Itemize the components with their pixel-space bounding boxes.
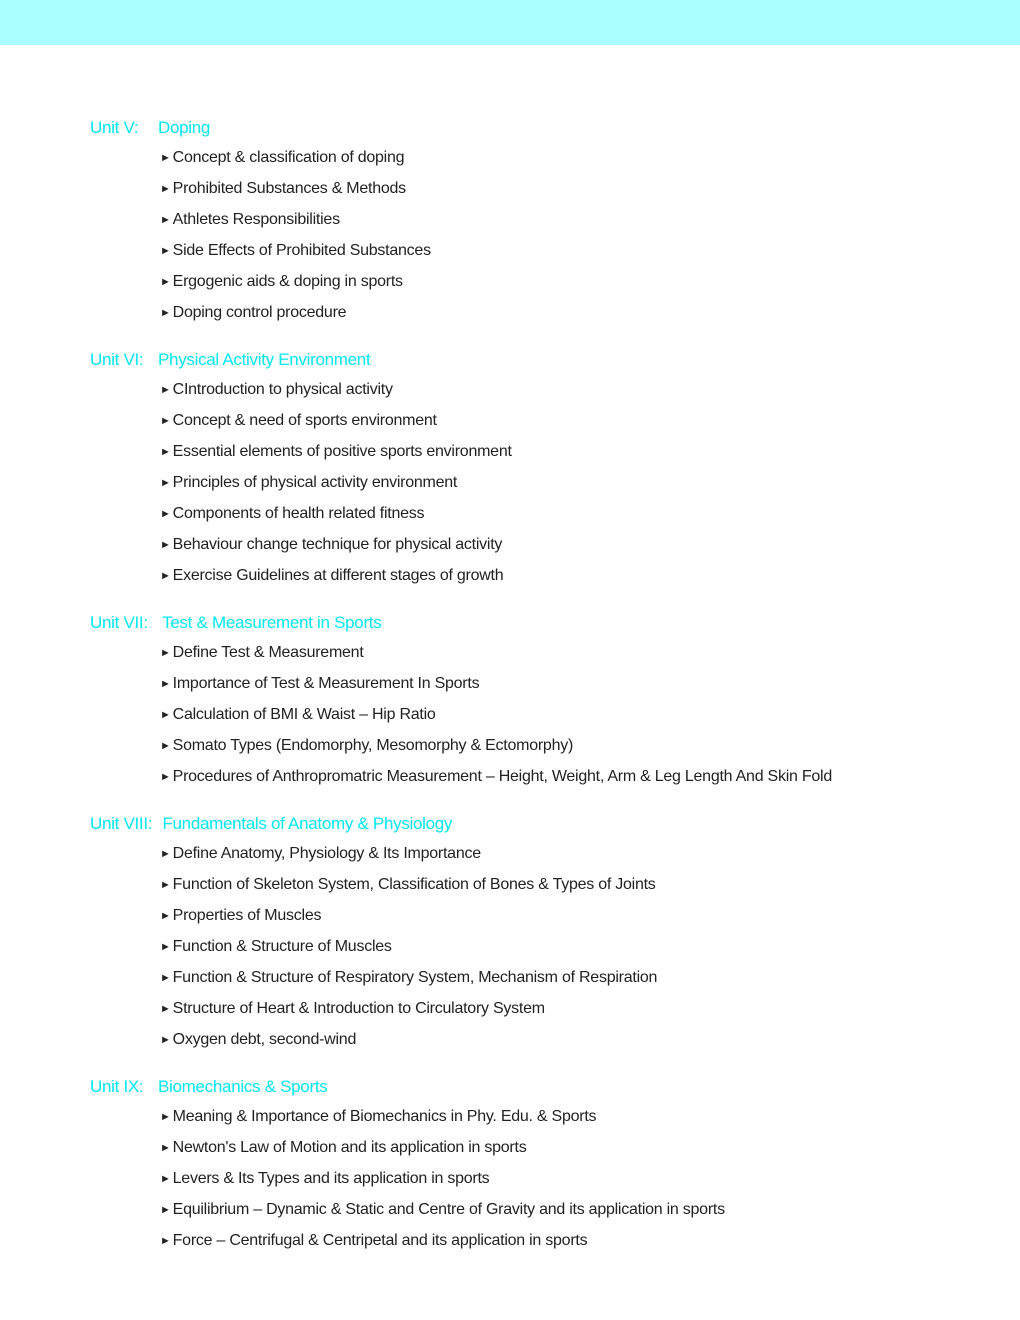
- list-item: [160, 962, 990, 993]
- unit-label: Unit VI:: [90, 350, 144, 369]
- list-item: [160, 838, 990, 869]
- list-item-text: Prohibited Substances & Methods: [172, 180, 406, 197]
- list-item: [160, 668, 990, 699]
- bullet-triangle-icon: ►: [160, 647, 171, 659]
- bullet-triangle-icon: ►: [160, 152, 171, 164]
- bullet-triangle-icon: ►: [160, 848, 171, 860]
- unit-section: [90, 113, 990, 328]
- bullet-triangle-icon: ►: [160, 508, 171, 520]
- list-item-text: Concept & classification of doping: [172, 149, 405, 166]
- bullet-triangle-icon: ►: [160, 214, 171, 226]
- bullet-triangle-icon: ►: [160, 1111, 171, 1123]
- unit-section: [90, 809, 990, 1055]
- list-item-text: Oxygen debt, second-wind: [172, 1031, 357, 1048]
- list-item: [160, 637, 990, 668]
- list-item: [160, 204, 990, 235]
- bullet-triangle-icon: ►: [160, 1204, 171, 1216]
- unit-title: Physical Activity Environment: [158, 350, 371, 369]
- bullet-triangle-icon: ►: [160, 384, 171, 396]
- list-item: [160, 1024, 990, 1055]
- list-item-text: Concept & need of sports environment: [172, 412, 437, 429]
- unit-heading: [90, 345, 990, 374]
- list-item-text: Structure of Heart & Introduction to Circulatory System: [172, 1000, 545, 1017]
- list-item-text: Doping control procedure: [172, 304, 347, 321]
- bullet-triangle-icon: ►: [160, 446, 171, 458]
- list-item-text: Properties of Muscles: [172, 907, 322, 924]
- unit-section: [90, 608, 990, 792]
- list-item-text: Equilibrium – Dynamic & Static and Centre of Gravity and its application in sports: [172, 1201, 725, 1218]
- list-item-text: Procedures of Anthropromatric Measurement – Height, Weight, Arm & Leg Length And Skin Fold: [172, 768, 832, 785]
- list-item: [160, 993, 990, 1024]
- unit-section: [90, 1072, 990, 1256]
- list-item-text: Define Test & Measurement: [172, 644, 364, 661]
- bullet-triangle-icon: ►: [160, 183, 171, 195]
- list-item: [160, 297, 990, 328]
- list-item-text: Levers & Its Types and its application in sports: [172, 1170, 490, 1187]
- bullet-triangle-icon: ►: [160, 771, 171, 783]
- unit-label: Unit VIII:: [90, 814, 153, 833]
- list-item: [160, 498, 990, 529]
- list-item: [160, 560, 990, 591]
- list-item-text: Importance of Test & Measurement In Sports: [172, 675, 480, 692]
- list-item: [160, 1163, 990, 1194]
- list-item-text: Behaviour change technique for physical activity: [172, 536, 503, 553]
- list-item: [160, 869, 990, 900]
- list-item-text: Side Effects of Prohibited Substances: [172, 242, 431, 259]
- list-item-text: Calculation of BMI & Waist – Hip Ratio: [172, 706, 436, 723]
- list-item: [160, 142, 990, 173]
- list-item: [160, 900, 990, 931]
- list-item-text: Function & Structure of Muscles: [172, 938, 392, 955]
- list-item-text: CIntroduction to physical activity: [172, 381, 393, 398]
- list-item: [160, 235, 990, 266]
- list-item-text: Somato Types (Endomorphy, Mesomorphy & Ectomorphy): [172, 737, 574, 754]
- bullet-triangle-icon: ►: [160, 709, 171, 721]
- unit-title: Biomechanics & Sports: [158, 1077, 328, 1096]
- bullet-triangle-icon: ►: [160, 910, 171, 922]
- list-item: [160, 699, 990, 730]
- list-item-text: Ergogenic aids & doping in sports: [172, 273, 403, 290]
- list-item-text: Athletes Responsibilities: [172, 211, 340, 228]
- list-item: [160, 1225, 990, 1256]
- unit-heading: [90, 608, 990, 637]
- list-item-text: Newton's Law of Motion and its application in sports: [172, 1139, 527, 1156]
- unit-heading: [90, 113, 990, 142]
- unit-title: Fundamentals of Anatomy & Physiology: [162, 814, 453, 833]
- unit-section: [90, 345, 990, 591]
- unit-heading: [90, 1072, 990, 1101]
- list-item-text: Function & Structure of Respiratory System, Mechanism of Respiration: [172, 969, 658, 986]
- list-item-text: Principles of physical activity environment: [172, 474, 458, 491]
- syllabus-content: [90, 113, 990, 1273]
- bullet-triangle-icon: ►: [160, 1142, 171, 1154]
- unit-heading: [90, 809, 990, 838]
- list-item: [160, 436, 990, 467]
- list-item-text: Function of Skeleton System, Classification of Bones & Types of Joints: [172, 876, 656, 893]
- bullet-triangle-icon: ►: [160, 415, 171, 427]
- list-item: [160, 405, 990, 436]
- list-item-text: Exercise Guidelines at different stages of growth: [172, 567, 504, 584]
- bullet-triangle-icon: ►: [160, 879, 171, 891]
- bullet-triangle-icon: ►: [160, 245, 171, 257]
- bullet-triangle-icon: ►: [160, 740, 171, 752]
- unit-label: Unit VII:: [90, 613, 148, 632]
- bullet-triangle-icon: ►: [160, 276, 171, 288]
- list-item: [160, 1101, 990, 1132]
- bullet-triangle-icon: ►: [160, 1003, 171, 1015]
- list-item: [160, 931, 990, 962]
- bullet-triangle-icon: ►: [160, 539, 171, 551]
- bullet-triangle-icon: ►: [160, 307, 171, 319]
- list-item-text: Meaning & Importance of Biomechanics in Phy. Edu. & Sports: [172, 1108, 597, 1125]
- header-band: [0, 0, 1020, 45]
- list-item: [160, 173, 990, 204]
- list-item-text: Components of health related fitness: [172, 505, 425, 522]
- list-item-text: Define Anatomy, Physiology & Its Importance: [172, 845, 481, 862]
- bullet-triangle-icon: ►: [160, 1173, 171, 1185]
- list-item: [160, 266, 990, 297]
- unit-label: Unit IX:: [90, 1077, 144, 1096]
- list-item: [160, 1132, 990, 1163]
- list-item-text: Essential elements of positive sports environment: [172, 443, 512, 460]
- bullet-triangle-icon: ►: [160, 941, 171, 953]
- unit-title: Test & Measurement in Sports: [162, 613, 382, 632]
- list-item: [160, 730, 990, 761]
- unit-label: Unit V:: [90, 118, 139, 137]
- bullet-triangle-icon: ►: [160, 1034, 171, 1046]
- bullet-triangle-icon: ►: [160, 570, 171, 582]
- bullet-triangle-icon: ►: [160, 477, 171, 489]
- bullet-triangle-icon: ►: [160, 1235, 171, 1247]
- list-item: [160, 1194, 990, 1225]
- bullet-triangle-icon: ►: [160, 678, 171, 690]
- unit-title: Doping: [158, 118, 211, 137]
- list-item: [160, 374, 990, 405]
- list-item-text: Force – Centrifugal & Centripetal and its application in sports: [172, 1232, 588, 1249]
- list-item: [160, 529, 990, 560]
- list-item: [160, 467, 990, 498]
- bullet-triangle-icon: ►: [160, 972, 171, 984]
- list-item: [160, 761, 990, 792]
